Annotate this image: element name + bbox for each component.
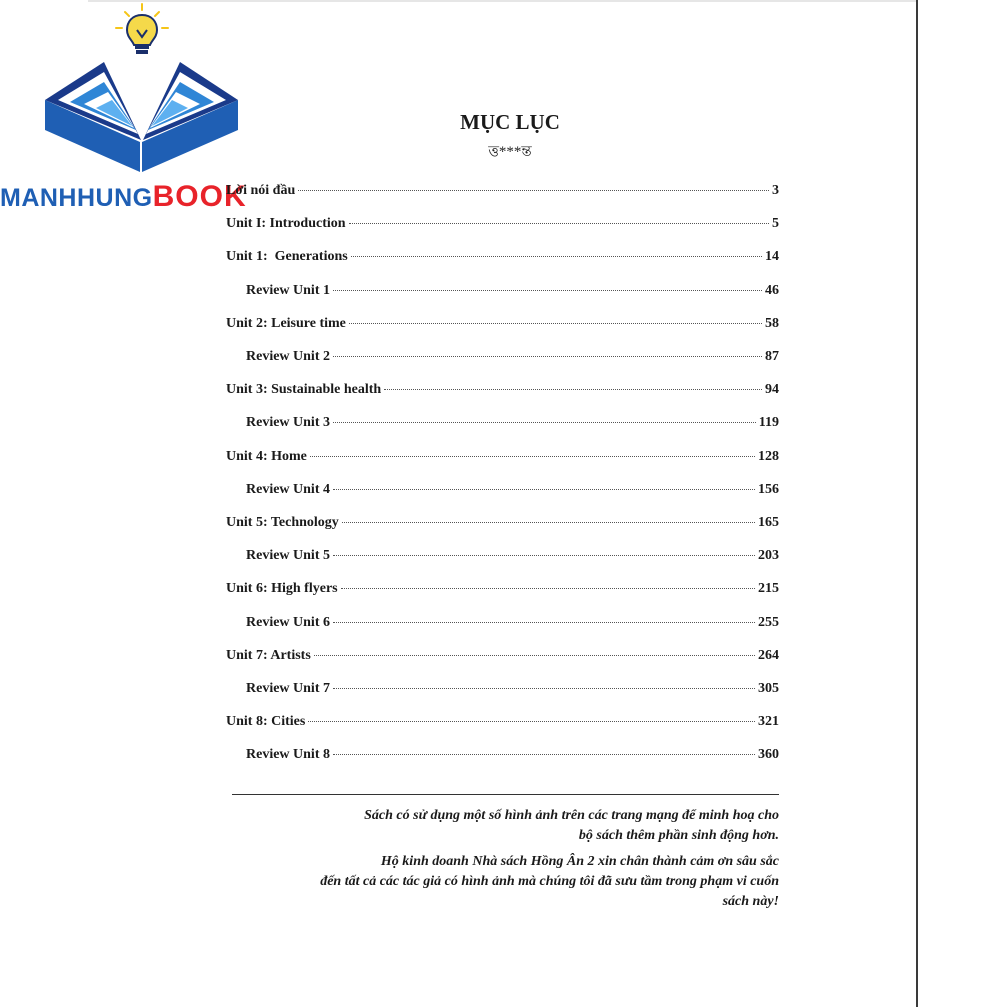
note-line-4: đến tất cả các tác giả có hình ảnh mà chúng tôi đã sưu tầm trong phạm vi cuốn <box>320 874 779 889</box>
toc-entry-page: 87 <box>765 349 779 364</box>
brand-wordmark <box>0 180 247 214</box>
toc-entry <box>226 183 779 205</box>
toc-entry-label: Review Unit 5 <box>246 548 330 564</box>
note-line-3: Hộ kinh doanh Nhà sách Hồng Ân 2 xin chân thành cảm ơn sâu sắc <box>380 854 779 869</box>
toc-leader-dots <box>333 489 755 490</box>
toc-entry-page: 321 <box>758 714 779 730</box>
toc-entry-page: 360 <box>758 747 779 763</box>
toc-entry <box>226 382 779 404</box>
brand-name-part1: MANHHUNG <box>0 184 153 212</box>
page-title-text: MỤC LỤC <box>460 110 560 134</box>
brand-name-part2: BOOK <box>152 180 247 213</box>
toc-entry <box>226 316 779 338</box>
toc-entry-label: Unit 3: Sustainable health <box>226 382 382 398</box>
toc-leader-dots <box>384 389 762 390</box>
toc-leader-dots <box>333 290 762 291</box>
toc-leader-dots <box>333 622 755 623</box>
toc-entry-page: 46 <box>765 282 779 298</box>
toc-entry-label: Unit 7: Artists <box>226 647 311 663</box>
toc-entry-label: Unit 1: Generations <box>226 249 348 265</box>
toc-entry-page: 203 <box>758 548 779 564</box>
toc-leader-dots <box>349 223 769 224</box>
toc-entry-page: 5 <box>772 216 779 232</box>
toc-entry-label: Review Unit 3 <box>246 415 330 431</box>
toc-leader-dots <box>333 356 762 357</box>
toc-entry <box>246 747 779 769</box>
toc-entry <box>226 449 779 471</box>
toc-entry-page: 128 <box>758 448 779 464</box>
toc-entry-label: Review Unit 6 <box>246 614 330 630</box>
toc-entry <box>246 482 779 504</box>
title-ornament: ত্ত***ন্ত <box>488 144 532 160</box>
open-book-lightbulb-icon <box>0 0 300 180</box>
note-line-5: sách này! <box>722 894 779 909</box>
toc-entry <box>226 581 779 603</box>
toc-entry <box>246 349 779 371</box>
toc-entry <box>226 714 779 736</box>
toc-leader-dots <box>349 323 762 324</box>
toc-entry-page: 264 <box>758 647 779 663</box>
toc-entry-label: Unit I: Introduction <box>226 216 346 232</box>
toc-entry <box>246 681 779 703</box>
toc-entry-label: Lời nói đầu <box>226 183 296 198</box>
toc-leader-dots <box>341 588 755 589</box>
toc-entry <box>246 415 779 437</box>
toc-entry-label: Unit 4: Home <box>226 448 307 464</box>
toc-leader-dots <box>342 522 755 523</box>
page-title <box>380 110 640 135</box>
toc-leader-dots <box>333 555 755 556</box>
toc-leader-dots <box>351 256 762 257</box>
toc-leader-dots <box>333 754 755 755</box>
toc-entry-label: Unit 6: High flyers <box>226 581 338 597</box>
toc-entry-page: 165 <box>758 515 779 530</box>
toc-entry <box>246 283 779 305</box>
page-right-edge <box>916 0 918 1007</box>
toc-entry-page: 215 <box>758 581 779 597</box>
note-line-2: bộ sách thêm phần sinh động hơn. <box>578 828 779 843</box>
toc-entry-page: 58 <box>765 315 779 331</box>
toc-leader-dots <box>310 456 755 457</box>
toc-entry-page: 119 <box>758 415 779 431</box>
toc-entry-page: 14 <box>765 249 779 265</box>
note-line-1: Sách có sử dụng một số hình ảnh trên các trang mạng để minh hoạ cho <box>364 808 779 823</box>
toc-entry-page: 255 <box>758 614 779 630</box>
toc-entry-label: Unit 2: Leisure time <box>226 315 346 331</box>
toc-entry <box>226 249 779 271</box>
toc-entry-label: Review Unit 8 <box>246 747 330 763</box>
toc-entry-page: 156 <box>758 481 779 497</box>
toc-entry-label: Unit 8: Cities <box>226 714 306 730</box>
toc-leader-dots <box>333 688 755 689</box>
toc-entry-page: 94 <box>765 382 779 398</box>
toc-entry <box>246 548 779 570</box>
toc-entry <box>226 515 779 537</box>
toc-entry-page: 3 <box>772 183 779 198</box>
toc-entry-label: Review Unit 1 <box>246 282 330 298</box>
toc-leader-dots <box>333 422 756 423</box>
toc-entry <box>226 216 779 238</box>
toc-leader-dots <box>314 655 755 656</box>
toc-entry-label: Review Unit 7 <box>246 681 330 696</box>
note-divider <box>232 794 779 795</box>
toc-entry-label: Review Unit 2 <box>246 349 330 364</box>
toc-entry-label: Review Unit 4 <box>246 481 330 497</box>
toc-leader-dots <box>298 190 769 191</box>
toc-entry <box>246 615 779 637</box>
toc-entry <box>226 648 779 670</box>
toc-entry-label: Unit 5: Technology <box>226 515 339 530</box>
toc-leader-dots <box>308 721 755 722</box>
toc-entry-page: 305 <box>758 681 779 696</box>
